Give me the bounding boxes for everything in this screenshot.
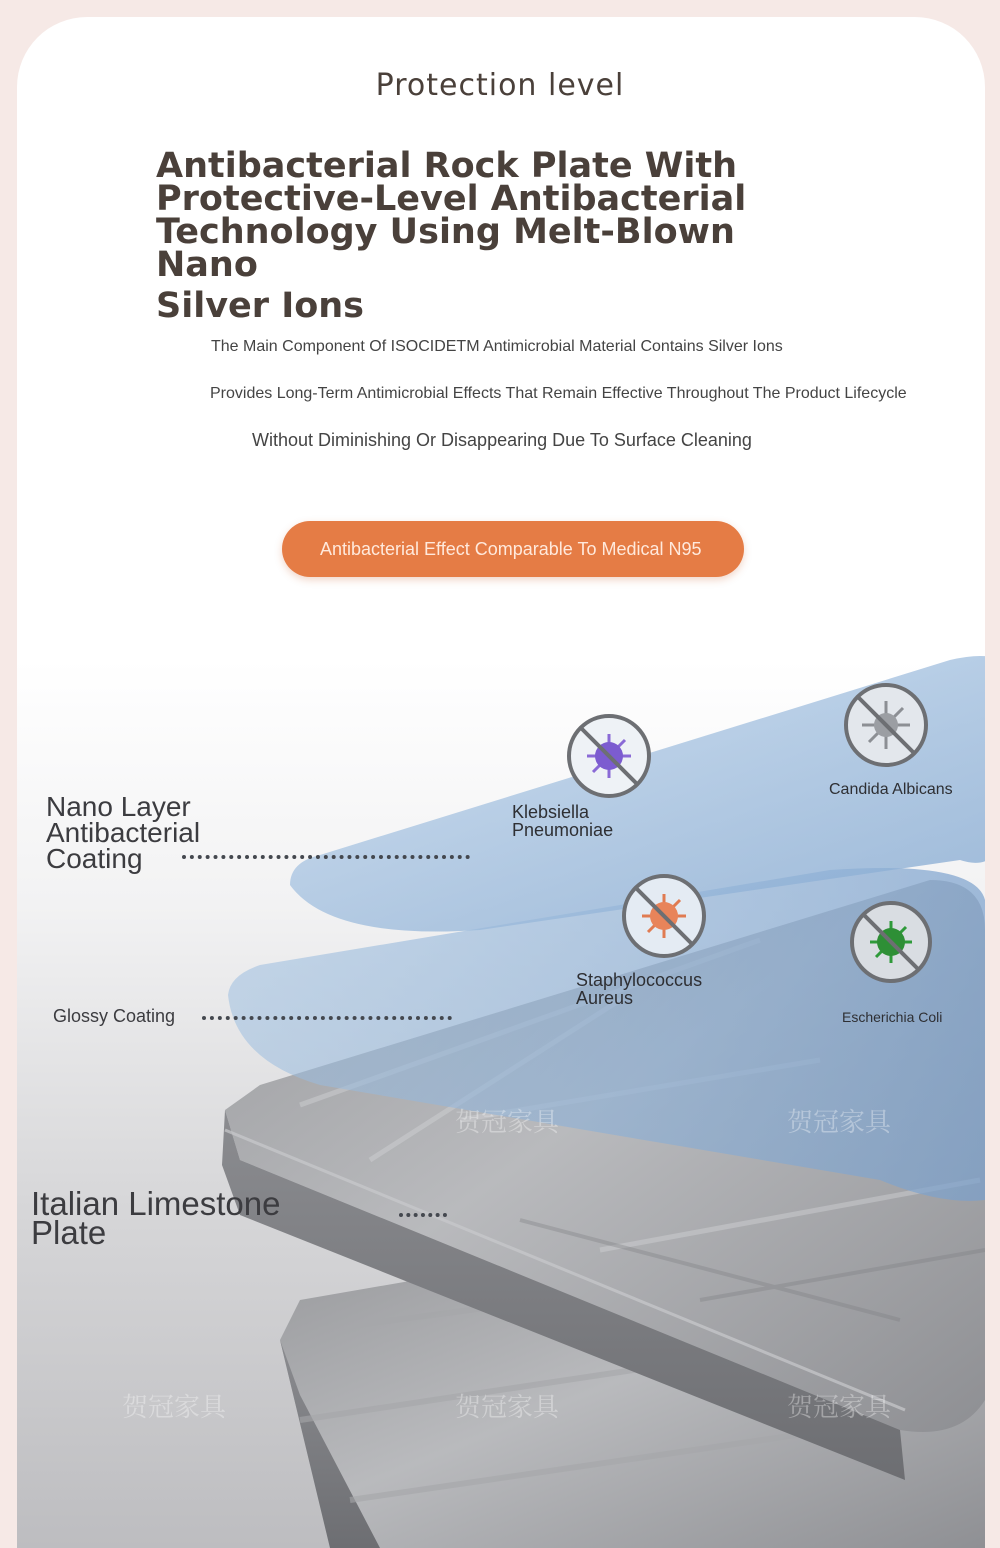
nano-layer-line: Coating <box>46 843 143 874</box>
ecoli-prohibited-icon <box>848 899 934 985</box>
ecoli-label: Escherichia Coli <box>842 1009 943 1025</box>
candida-prohibited-icon <box>842 681 930 769</box>
limestone-leader-line <box>399 1213 447 1217</box>
headline-line: Technology Using Melt-Blown Nano <box>156 212 735 285</box>
watermark: 贺冠家具 <box>787 1108 892 1138</box>
headline-line: Antibacterial Rock Plate With <box>156 146 738 186</box>
nano-layer-label <box>46 791 201 874</box>
limestone-line: Plate <box>31 1214 107 1251</box>
nano-layer-line: Antibacterial <box>46 817 201 848</box>
nano-layer-leader-line <box>182 855 470 859</box>
candida-label: Candida Albicans <box>829 781 953 798</box>
staphylococcus-line: Staphylococcus <box>576 970 703 990</box>
klebsiella-line: Pneumoniae <box>512 820 614 840</box>
description-line-3: Without Diminishing Or Disappearing Due To Surface Cleaning <box>252 430 752 450</box>
limestone-plate-label <box>31 1185 281 1251</box>
staphylococcus-label <box>576 971 702 1007</box>
staphylococcus-prohibited-icon <box>620 872 708 960</box>
klebsiella-label <box>512 803 613 839</box>
description-line-1: The Main Component Of ISOCIDETM Antimicrobial Material Contains Silver Ions <box>211 338 783 355</box>
glossy-coating-label: Glossy Coating <box>53 1006 176 1026</box>
description-line-2: Provides Long-Term Antimicrobial Effects That Remain Effective Throughout The Product Lifecycle <box>210 385 907 402</box>
headline-line: Protective-Level Antibacterial <box>156 179 747 219</box>
glossy-coating-leader-line <box>202 1016 452 1020</box>
content-card <box>17 17 985 1548</box>
n95-badge: Antibacterial Effect Comparable To Medical N95 <box>282 521 744 577</box>
headline-line: Silver Ions <box>156 286 365 326</box>
nano-layer-line: Nano Layer <box>46 791 191 822</box>
klebsiella-prohibited-icon <box>565 712 653 800</box>
watermark: 贺冠家具 <box>455 1108 560 1138</box>
limestone-line: Italian Limestone <box>31 1185 281 1222</box>
watermark: 贺冠家具 <box>455 1393 560 1423</box>
page-title: Protection level <box>375 68 625 103</box>
watermark: 贺冠家具 <box>787 1393 892 1423</box>
watermark: 贺冠家具 <box>122 1393 227 1423</box>
headline <box>156 146 806 326</box>
klebsiella-line: Klebsiella <box>512 802 590 822</box>
staphylococcus-line: Aureus <box>576 988 634 1008</box>
